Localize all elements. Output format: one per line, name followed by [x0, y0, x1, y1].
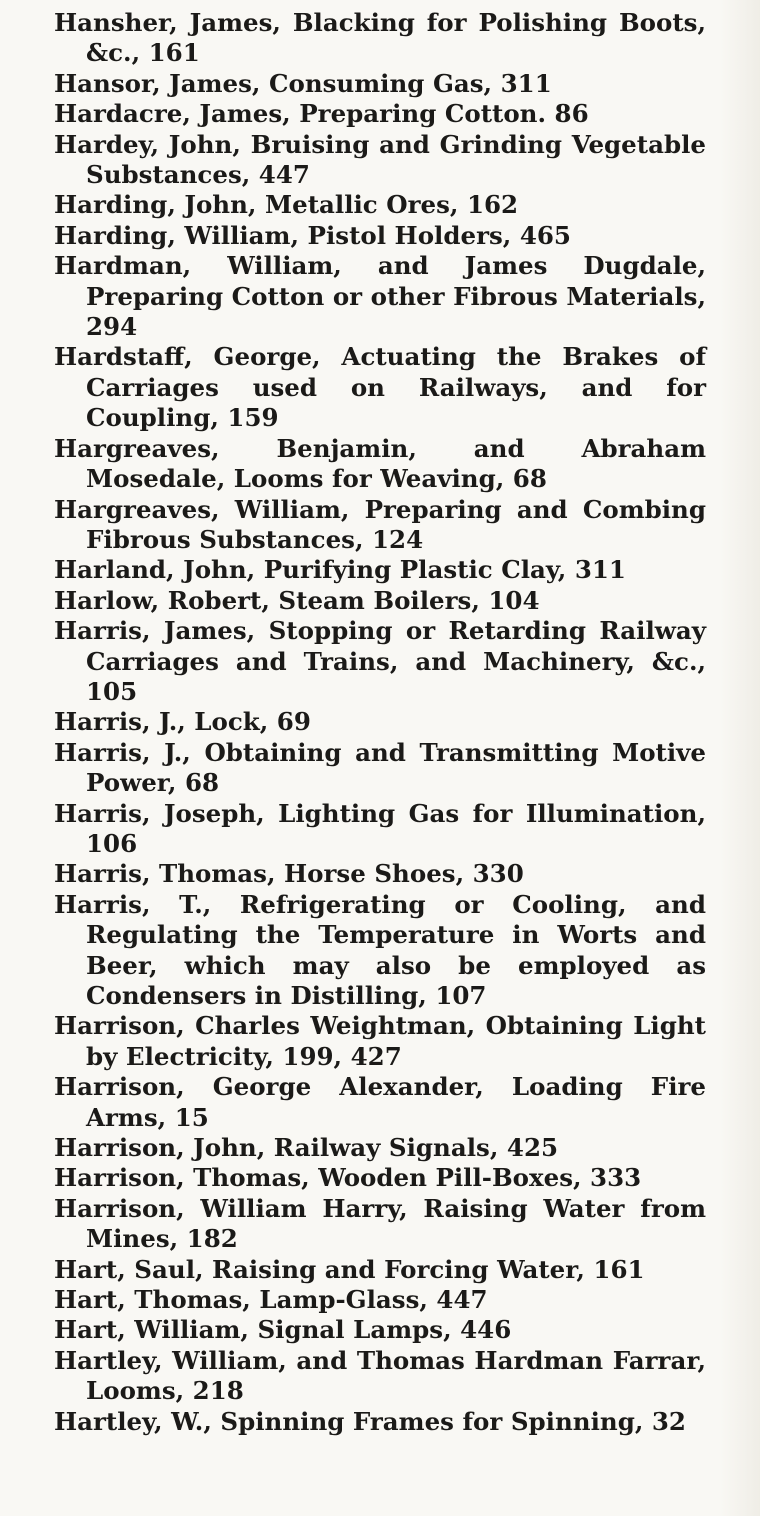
index-entry: Hart, Thomas, Lamp-Glass, 447	[54, 1285, 488, 1315]
index-entry: Harris, T., Refrigerating or Cooling, and Regulating the Temperature in Worts and Beer, which may also be employed as Condensers in Distilling, 107	[54, 889, 706, 1010]
index-entry: Harrison, Thomas, Wooden Pill-Boxes, 333	[54, 1163, 642, 1193]
index-entry: Harlow, Robert, Steam Boilers, 104	[54, 585, 540, 615]
index-entry: Harris, Joseph, Lighting Gas for Illumination, 106	[54, 798, 706, 858]
index-entry: Harding, William, Pistol Holders, 465	[54, 220, 571, 250]
index-entry: Harrison, Charles Weightman, Obtaining Light by Electricity, 199, 427	[54, 1011, 706, 1071]
index-entry: Hartley, W., Spinning Frames for Spinning, 32	[54, 1406, 686, 1436]
index-entry: Harris, James, Stopping or Retarding Railway Carriages and Trains, and Machinery, &c., 105	[54, 616, 706, 706]
index-entry: Harland, John, Purifying Plastic Clay, 311	[54, 555, 626, 585]
index-entry: Harrison, John, Railway Signals, 425	[54, 1133, 559, 1163]
index-entry: Hart, William, Signal Lamps, 446	[54, 1315, 512, 1345]
index-entry: Harris, J., Obtaining and Transmitting Motive Power, 68	[54, 737, 706, 798]
index-entry: Hardacre, James, Preparing Cotton. 86	[54, 99, 589, 129]
index-entry: Hart, Saul, Raising and Forcing Water, 161	[54, 1254, 645, 1284]
index-entry: Harris, Thomas, Horse Shoes, 330	[54, 859, 524, 889]
index-entry: Hardman, William, and James Dugdale, Preparing Cotton or other Fibrous Materials, 294	[54, 251, 706, 342]
index-entry: Hansor, James, Consuming Gas, 311	[54, 68, 552, 98]
patent-index-list	[54, 8, 706, 1437]
index-entry: Hardey, John, Bruising and Grinding Vegetable Substances, 447	[54, 129, 706, 190]
index-entry: Hansher, James, Blacking for Polishing Boots, &c., 161	[54, 8, 706, 68]
index-entry: Harrison, William Harry, Raising Water from Mines, 182	[54, 1193, 706, 1254]
index-entry: Hartley, William, and Thomas Hardman Farrar, Looms, 218	[54, 1345, 706, 1406]
index-entry: Harrison, George Alexander, Loading Fire Arms, 15	[54, 1072, 706, 1132]
index-entry: Hargreaves, William, Preparing and Combing Fibrous Substances, 124	[54, 494, 706, 554]
index-entry: Hargreaves, Benjamin, and Abraham Mosedale, Looms for Weaving, 68	[54, 433, 706, 494]
index-entry: Hardstaff, George, Actuating the Brakes of Carriages used on Railways, and for Coupling, 159	[54, 342, 706, 433]
index-entry: Harding, John, Metallic Ores, 162	[54, 190, 519, 220]
index-entry: Harris, J., Lock, 69	[54, 707, 311, 737]
